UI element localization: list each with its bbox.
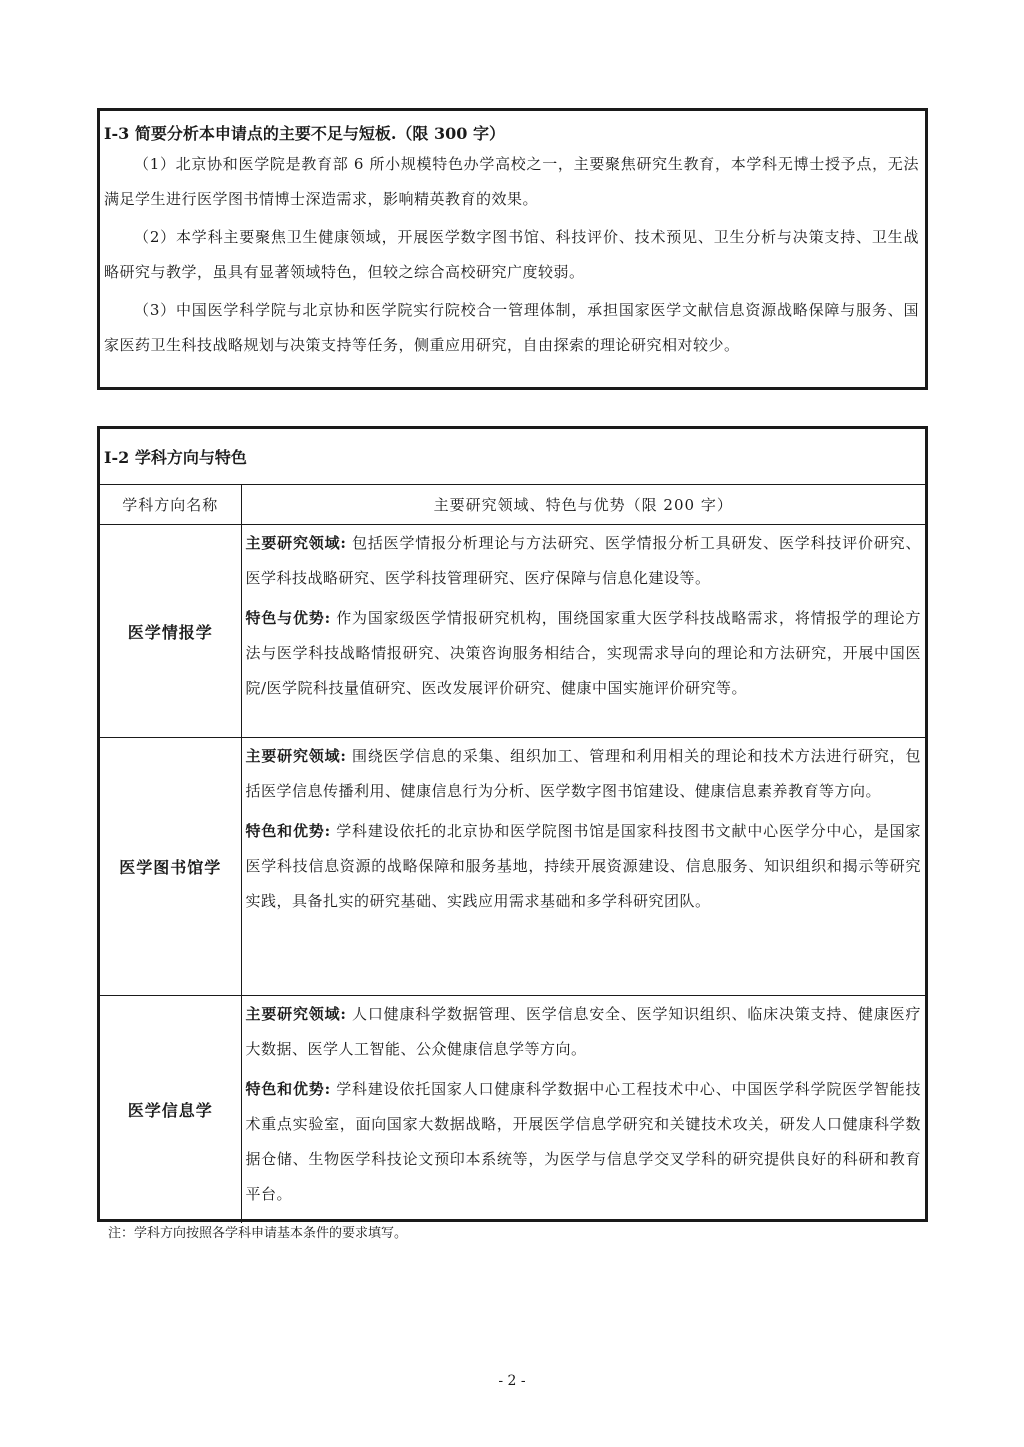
- direction-name: 医学图书馆学: [100, 738, 241, 996]
- table-header-row: [100, 485, 925, 525]
- direction-content: [241, 738, 925, 996]
- research-field-text: 围绕医学信息的采集、组织加工、管理和利用相关的理论和技术方法进行研究，包括医学信息传播利用、健康信息行为分析、医学数字图书馆建设、健康信息素养教育等方向。: [245, 747, 921, 800]
- research-field-text: 包括医学情报分析理论与方法研究、医学情报分析工具研发、医学科技评价研究、医学科技战略研究、医学科技管理研究、医疗保障与信息化建设等。: [245, 534, 921, 587]
- research-field-text: 人口健康科学数据管理、医学信息安全、医学知识组织、临床决策支持、健康医疗大数据、医学人工智能、公众健康信息学等方向。: [245, 1005, 921, 1058]
- research-field-label: 主要研究领域:: [245, 534, 347, 552]
- research-field-paragraph: [246, 526, 922, 596]
- header-direction-content: 主要研究领域、特色与优势（限 200 字）: [241, 485, 925, 525]
- table-row: [100, 996, 925, 1224]
- header-direction-name: 学科方向名称: [100, 485, 241, 525]
- section-i3-title: I-3 简要分析本申请点的主要不足与短板.（限 300 字）: [104, 124, 505, 143]
- feature-label: 特色和优势:: [245, 1080, 331, 1098]
- table-row: [100, 525, 925, 738]
- feature-text: 学科建设依托国家人口健康科学数据中心工程技术中心、中国医学科学院医学智能技术重点实验室，面向国家大数据战略，开展医学信息学研究和关键技术攻关，研发人口健康科学数据仓储、生物医学科技论文预印本系统等，为医学与信息学交叉学科的研究提供良好的科研和教育平台。: [245, 1080, 921, 1203]
- table-row: [100, 738, 925, 996]
- section-i2-title: I-2 学科方向与特色: [100, 429, 925, 485]
- i3-paragraph-1: （1）北京协和医学院是教育部 6 所小规模特色办学高校之一，主要聚焦研究生教育，本学科无博士授予点，无法满足学生进行医学图书情博士深造需求，影响精英教育的效果。: [104, 155, 919, 208]
- table-note: 注：学科方向按照各学科申请基本条件的要求填写。: [108, 1226, 408, 1241]
- research-field-label: 主要研究领域:: [245, 1005, 347, 1023]
- i3-paragraph-2: （2）本学科主要聚焦卫生健康领域，开展医学数字图书馆、科技评价、技术预见、卫生分析与决策支持、卫生战略研究与教学，虽具有显著领域特色，但较之综合高校研究广度较弱。: [104, 228, 919, 281]
- feature-paragraph: [246, 814, 922, 919]
- direction-content: [241, 996, 925, 1224]
- discipline-table: [100, 429, 925, 1223]
- feature-paragraph: [246, 1072, 922, 1212]
- table-title-row: [100, 429, 925, 485]
- research-field-label: 主要研究领域:: [245, 747, 347, 765]
- feature-text: 学科建设依托的北京协和医学院图书馆是国家科技图书文献中心医学分中心，是国家医学科技信息资源的战略保障和服务基地，持续开展资源建设、信息服务、知识组织和揭示等研究实践，具备扎实的研究基础、实践应用需求基础和多学科研究团队。: [245, 822, 921, 910]
- section-i2-box: [97, 426, 928, 1222]
- section-i3-box: [97, 108, 928, 390]
- direction-content: [241, 525, 925, 738]
- research-field-paragraph: [246, 997, 922, 1067]
- direction-name: 医学情报学: [100, 525, 241, 738]
- feature-label: 特色和优势:: [245, 822, 331, 840]
- page-number: - 2 -: [498, 1373, 526, 1389]
- direction-name: 医学信息学: [100, 996, 241, 1224]
- feature-label: 特色与优势:: [245, 609, 331, 627]
- i3-paragraph-3: （3）中国医学科学院与北京协和医学院实行院校合一管理体制，承担国家医学文献信息资源战略保障与服务、国家医药卫生科技战略规划与决策支持等任务，侧重应用研究，自由探索的理论研究相对较少。: [104, 301, 919, 354]
- research-field-paragraph: [246, 739, 922, 809]
- feature-paragraph: [246, 601, 922, 706]
- feature-text: 作为国家级医学情报研究机构，围绕国家重大医学科技战略需求，将情报学的理论方法与医学科技战略情报研究、决策咨询服务相结合，实现需求导向的理论和方法研究，开展中国医院/医学院科技量值研究、医改发展评价研究、健康中国实施评价研究等。: [245, 609, 921, 697]
